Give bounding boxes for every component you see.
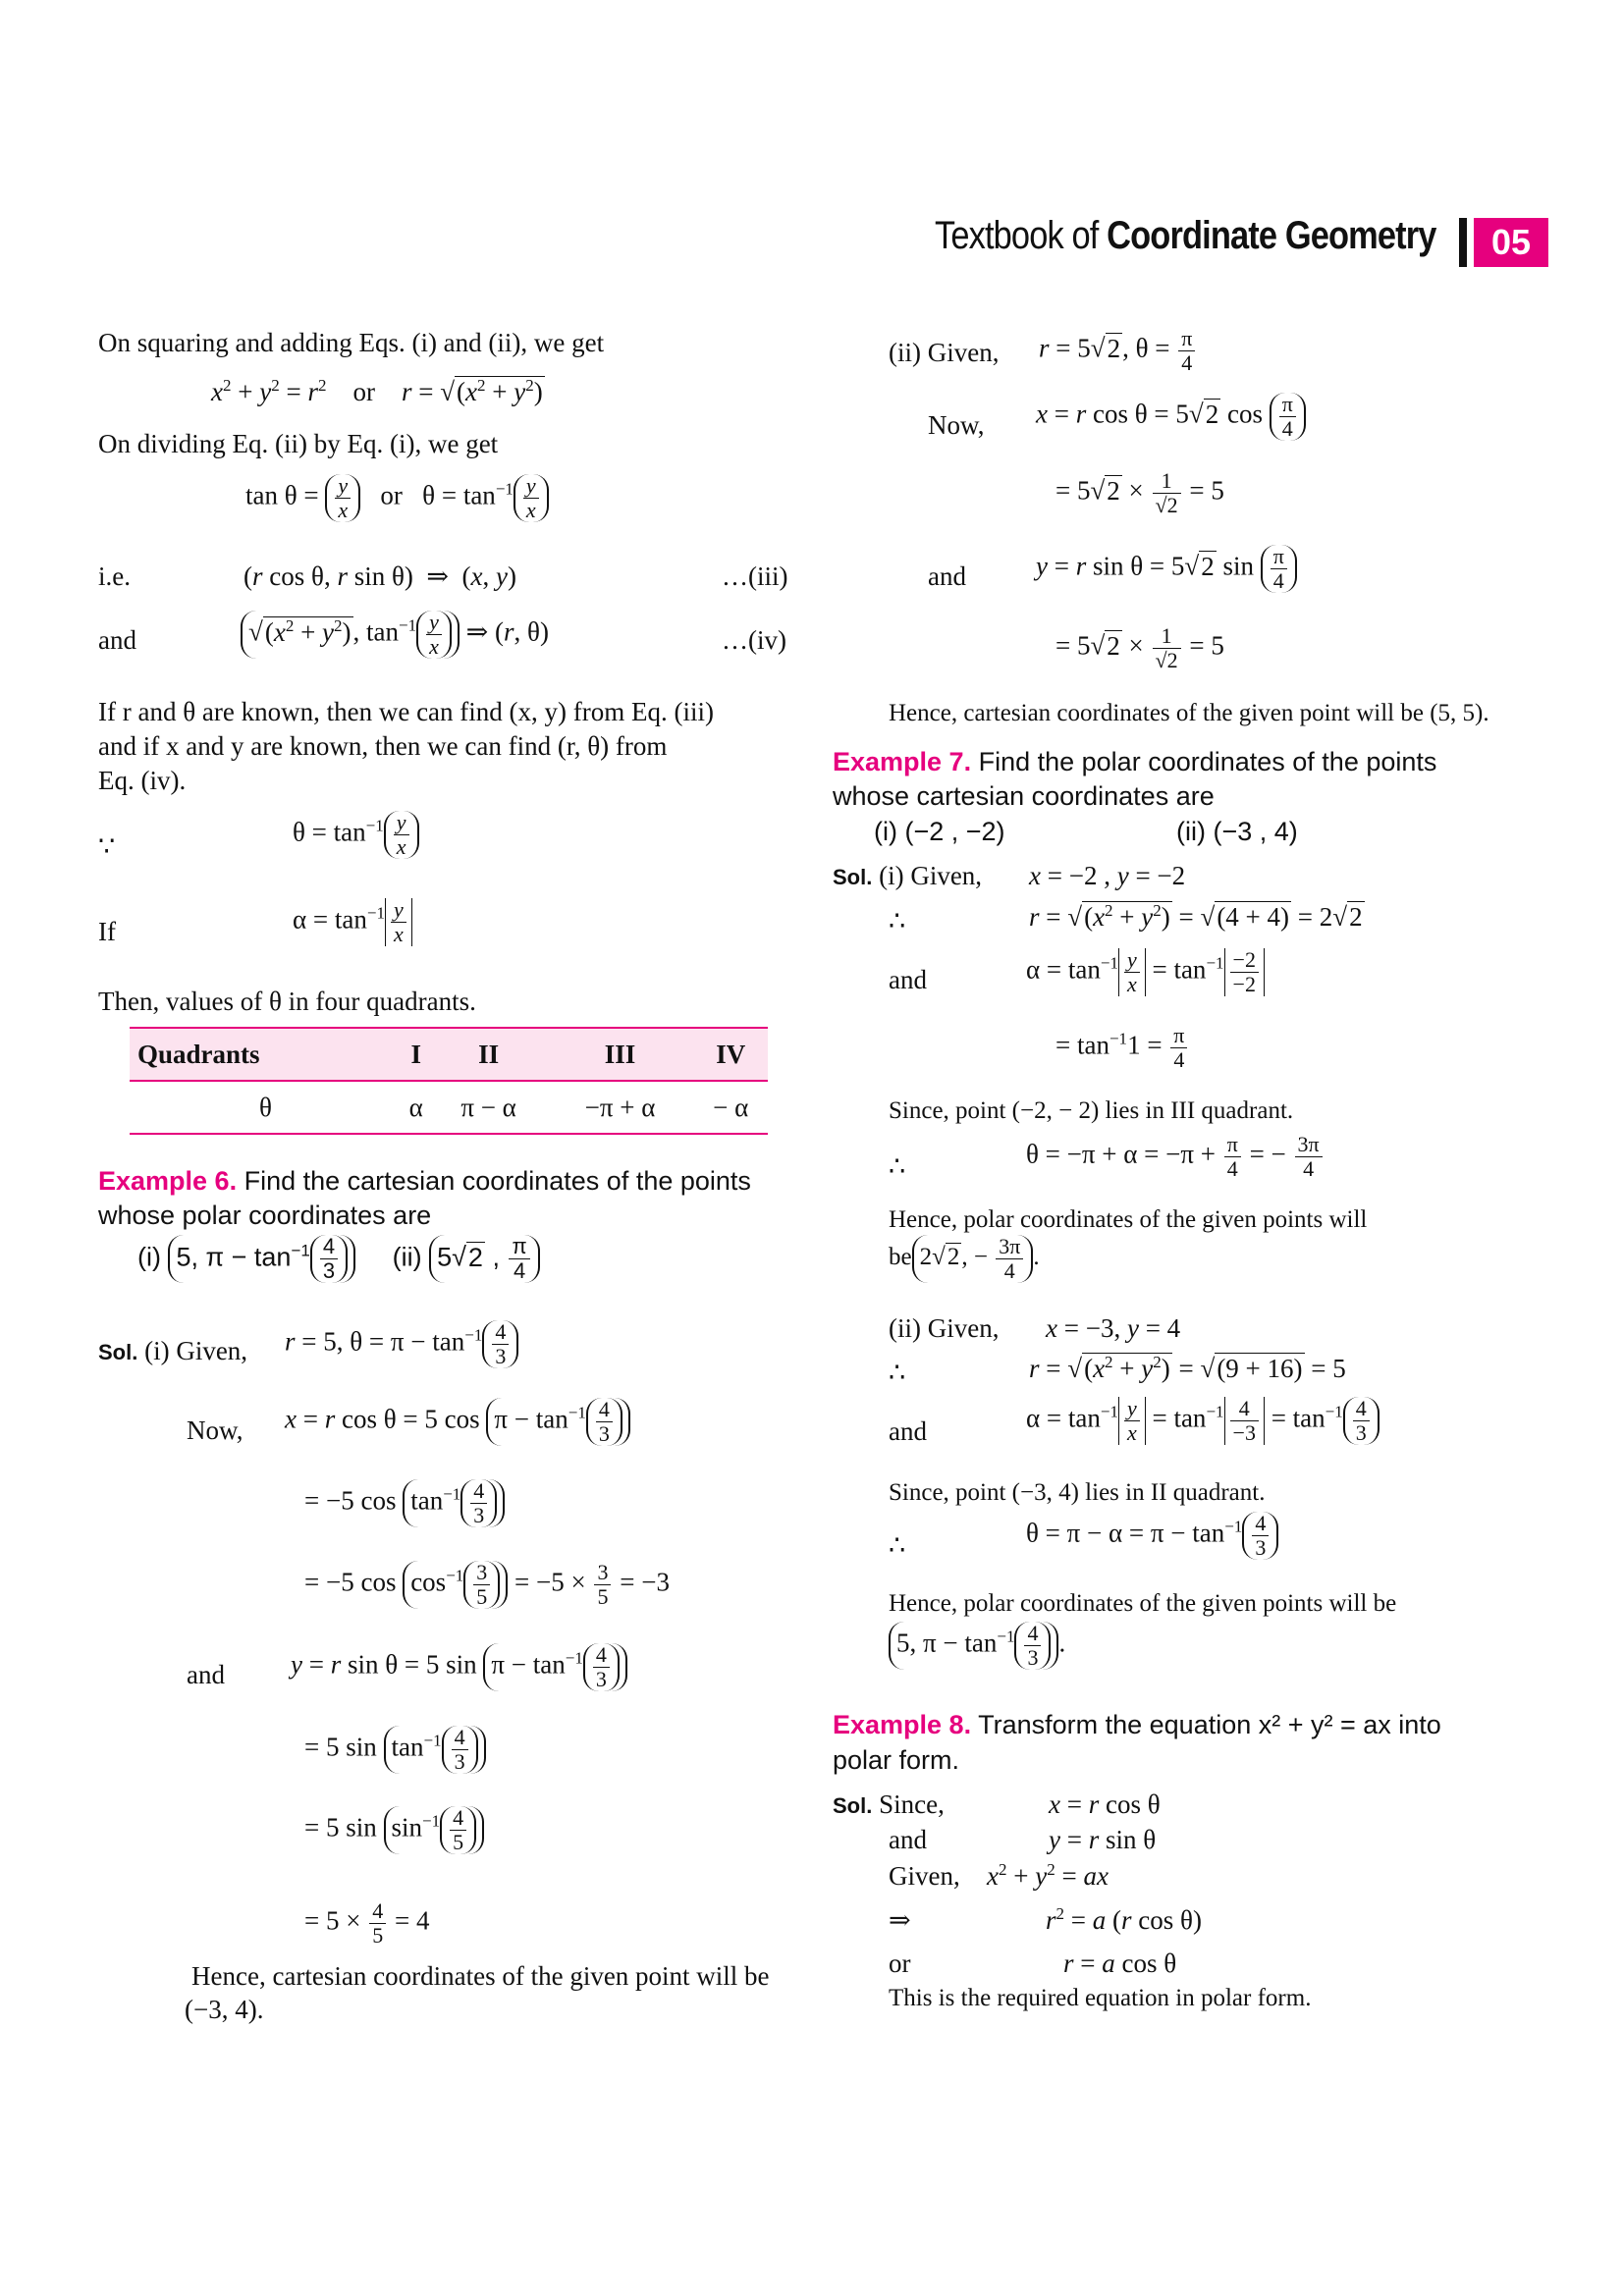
text-line: Hence, cartesian coordinates of the given point will be (5, 5). bbox=[889, 700, 1489, 726]
table-row bbox=[130, 1081, 768, 1134]
equation: tan θ = $\frac{y}{x}$ or $\theta = \tan^{-1}$ $\frac{y}{x}$ bbox=[245, 474, 549, 522]
solution-label bbox=[98, 1335, 247, 1368]
table-cell: −π + α bbox=[547, 1081, 694, 1134]
label-and: and bbox=[187, 1660, 225, 1689]
label-and: and bbox=[889, 1416, 927, 1446]
because-symbol: ∵ bbox=[98, 831, 116, 861]
example-text: whose cartesian coordinates are bbox=[833, 781, 1215, 811]
equation: y = r sin θ = 5√2 sin $\frac{\pi}{4}$ bbox=[1036, 545, 1297, 593]
equation: x = r cos θ = 5 $\cos \pi - \tan^{-1}$ $\frac{4}{3}$ bbox=[285, 1398, 630, 1446]
label-and: and bbox=[889, 1825, 927, 1854]
equation: = 5 $\sin \tan^{-1}$ $\frac{4}{3}$ bbox=[304, 1726, 486, 1774]
label-and: and bbox=[98, 625, 136, 655]
text-line: Hence, polar coordinates of the given points will bbox=[889, 1206, 1368, 1233]
option-ii: (ii) (−3 , 4) bbox=[1176, 817, 1298, 846]
example-6-options: (i) 5, $\pi - \tan^{-1}$ $\frac{4}{3}$ (ii) 5√2 , $\frac{\pi}{4}$ bbox=[137, 1235, 540, 1283]
equation: x = −3, y = 4 bbox=[1046, 1313, 1181, 1343]
option-i: (i) (−2 , −2) bbox=[874, 817, 1005, 846]
text-line: Eq. (iv). bbox=[98, 766, 187, 795]
quadrant-table bbox=[130, 1027, 768, 1135]
equation: $\theta = \pi - \alpha = \pi - \tan^{-1}$ $\frac{4}{3}$ bbox=[1026, 1512, 1278, 1560]
example-label: Example 6. bbox=[98, 1166, 238, 1196]
text-line: (−3, 4). bbox=[185, 1995, 264, 2024]
example-text: Transform the equation x² + y² = ax into bbox=[978, 1710, 1441, 1739]
equation: $r^2 = a$ (r cos θ) bbox=[1046, 1904, 1202, 1935]
example-label: Example 8. bbox=[833, 1710, 972, 1739]
eq-number: …(iv) bbox=[722, 625, 786, 655]
equation: $√(x^2 + y^2)$, $\tan^{-1}$ $\frac{y}{x}$ ⇒ (r, θ) bbox=[241, 611, 549, 659]
example-6-heading bbox=[98, 1164, 751, 1198]
table-header-cell: IV bbox=[693, 1028, 768, 1081]
label-ie: i.e. bbox=[98, 561, 131, 591]
text-be: be bbox=[889, 1244, 912, 1271]
equation: $\alpha = \tan^{-1}$ $\frac{y}{x}$ bbox=[293, 898, 412, 946]
implies-symbol: ⇒ bbox=[889, 1905, 911, 1935]
therefore-symbol: ∴ bbox=[889, 1530, 906, 1560]
equation: $\alpha = \tan^{-1}$ $\frac{y}{x}$ = $\tan^{-1}$ $\frac{4}{-3}$ = $\tan^{-1}$ $\frac{4}{3}$ bbox=[1026, 1397, 1380, 1445]
label-now: Now, bbox=[187, 1415, 243, 1445]
table-header-cell: III bbox=[547, 1028, 694, 1081]
therefore-symbol: ∴ bbox=[889, 1358, 906, 1387]
example-text: Find the polar coordinates of the points bbox=[978, 747, 1437, 776]
equation: $x^2 + y^2$ = ax bbox=[987, 1860, 1109, 1891]
running-header bbox=[935, 214, 1436, 258]
example-text: Find the cartesian coordinates of the points bbox=[243, 1166, 751, 1196]
label-if: If bbox=[98, 917, 116, 946]
table-header-row bbox=[130, 1028, 768, 1081]
text-line: Since, point (−2, − 2) lies in III quadrant. bbox=[889, 1097, 1294, 1124]
given-label: (i) Given, bbox=[879, 861, 983, 890]
therefore-symbol: ∴ bbox=[889, 1151, 906, 1181]
equation: (r cos θ, r sin θ) ⇒ (x, y) bbox=[243, 561, 516, 591]
equation: $\theta = \tan^{-1}$ $\frac{y}{x}$ bbox=[293, 811, 419, 859]
equation: = $\tan^{-1}1$ = $\frac{\pi}{4}$ bbox=[1055, 1024, 1189, 1072]
text-line: On squaring and adding Eqs. (i) and (ii), we get bbox=[98, 328, 605, 357]
given-label: (ii) Given, bbox=[889, 338, 1000, 367]
table-cell: θ bbox=[130, 1081, 402, 1134]
table-header-cell: II bbox=[431, 1028, 547, 1081]
equation: $r = √(x^2 + y^2) = √(9 + 16) = 5$ bbox=[1029, 1353, 1346, 1383]
example-text: whose polar coordinates are bbox=[98, 1201, 432, 1230]
equation: $x^2 + y^2 = r^2$ or $r = √(x^2 + y^2)$ bbox=[211, 376, 543, 406]
text-line: On dividing Eq. (ii) by Eq. (i), we get bbox=[98, 429, 499, 458]
page-number: 05 bbox=[1474, 218, 1548, 267]
text-line: Since, point (−3, 4) lies in II quadrant. bbox=[889, 1479, 1266, 1506]
text-line: If r and θ are known, then we can find (x, y) from Eq. (iii) bbox=[98, 697, 714, 726]
given-label: Given, bbox=[889, 1861, 960, 1891]
text-line: Hence, polar coordinates of the given points will be bbox=[889, 1590, 1397, 1617]
solution-label bbox=[833, 860, 982, 893]
since-label: Since, bbox=[879, 1789, 945, 1819]
eq-number: …(iii) bbox=[722, 561, 788, 591]
example-text: polar form. bbox=[833, 1745, 960, 1775]
table-cell: π − α bbox=[431, 1081, 547, 1134]
equation: x = r cos θ bbox=[1049, 1789, 1161, 1819]
equation: y = r sin θ = 5 $\sin \pi - \tan^{-1}$ $\frac{4}{3}$ bbox=[291, 1643, 627, 1691]
polar-answer-2: 5, $\pi - \tan^{-1}$ $\frac{4}{3}$ . bbox=[889, 1622, 1065, 1670]
equation: = 5√2 × $\frac{1}{√2}$ = 5 bbox=[1055, 468, 1224, 517]
label-and: and bbox=[889, 965, 927, 994]
equation: = 5 × $\frac{4}{5}$ = 4 bbox=[304, 1898, 430, 1948]
table-header-cell: Quadrants bbox=[130, 1028, 402, 1081]
text-line: Then, values of θ in four quadrants. bbox=[98, 987, 476, 1016]
equation: $\alpha = \tan^{-1}$ $\frac{y}{x}$ = $\tan^{-1}$ $\frac{-2}{-2}$ bbox=[1026, 948, 1265, 996]
text-line: This is the required equation in polar form. bbox=[889, 1985, 1312, 2011]
sol-label: Sol. bbox=[98, 1340, 138, 1364]
sol-label: Sol. bbox=[833, 1793, 873, 1818]
label-now: Now, bbox=[928, 410, 985, 440]
table-cell: − α bbox=[693, 1081, 768, 1134]
equation: x = r cos θ = 5√2 cos $\frac{\pi}{4}$ bbox=[1036, 393, 1306, 441]
equation: r = 5√2, θ = $\frac{\pi}{4}$ bbox=[1039, 327, 1197, 375]
polar-answer-1: be 2√2, − $\frac{3\pi}{4}$ . bbox=[889, 1234, 1040, 1283]
example-label: Example 7. bbox=[833, 747, 972, 776]
equation: y = r sin θ bbox=[1049, 1825, 1157, 1854]
text-line: and if x and y are known, then we can find (r, θ) from bbox=[98, 731, 668, 761]
equation: x = −2 , y = −2 bbox=[1029, 861, 1186, 890]
equation: = −5 $\cos \tan^{-1}$ $\frac{4}{3}$ bbox=[304, 1479, 505, 1527]
given-label: (ii) Given, bbox=[889, 1313, 1000, 1343]
example-8-heading bbox=[833, 1708, 1441, 1741]
equation: θ = −π + α = −π + $\frac{\pi}{4}$ = − $\frac{3\pi}{4}$ bbox=[1026, 1133, 1325, 1181]
table-header-cell: I bbox=[402, 1028, 431, 1081]
given-label: (i) Given, bbox=[144, 1336, 248, 1365]
example-7-heading bbox=[833, 745, 1436, 778]
equation: $r = √(x^2 + y^2) = √(4 + 4) = 2√2$ bbox=[1029, 901, 1363, 932]
equation: r = 5, $\theta = \pi - \tan^{-1}$ $\frac{4}{3}$ bbox=[285, 1320, 518, 1368]
therefore-symbol: ∴ bbox=[889, 906, 906, 935]
equation: = 5 $\sin \sin^{-1}$ $\frac{4}{5}$ bbox=[304, 1806, 484, 1854]
equation: r = a cos θ bbox=[1063, 1949, 1177, 1978]
sol-label: Sol. bbox=[833, 865, 873, 889]
header-divider bbox=[1459, 218, 1467, 267]
header-pre: Textbook of bbox=[935, 214, 1108, 257]
label-or: or bbox=[889, 1949, 911, 1978]
text-line: Hence, cartesian coordinates of the given point will be bbox=[191, 1961, 770, 1991]
table-cell: α bbox=[402, 1081, 431, 1134]
label-and: and bbox=[928, 561, 966, 591]
equation: = −5 $\cos \cos^{-1}$ $\frac{3}{5}$ = −5 × $\frac{3}{5}$ = −3 bbox=[304, 1560, 670, 1609]
equation: = 5√2 × $\frac{1}{√2}$ = 5 bbox=[1055, 623, 1224, 672]
header-book-title: Coordinate Geometry bbox=[1107, 214, 1436, 257]
solution-label bbox=[833, 1789, 945, 1822]
